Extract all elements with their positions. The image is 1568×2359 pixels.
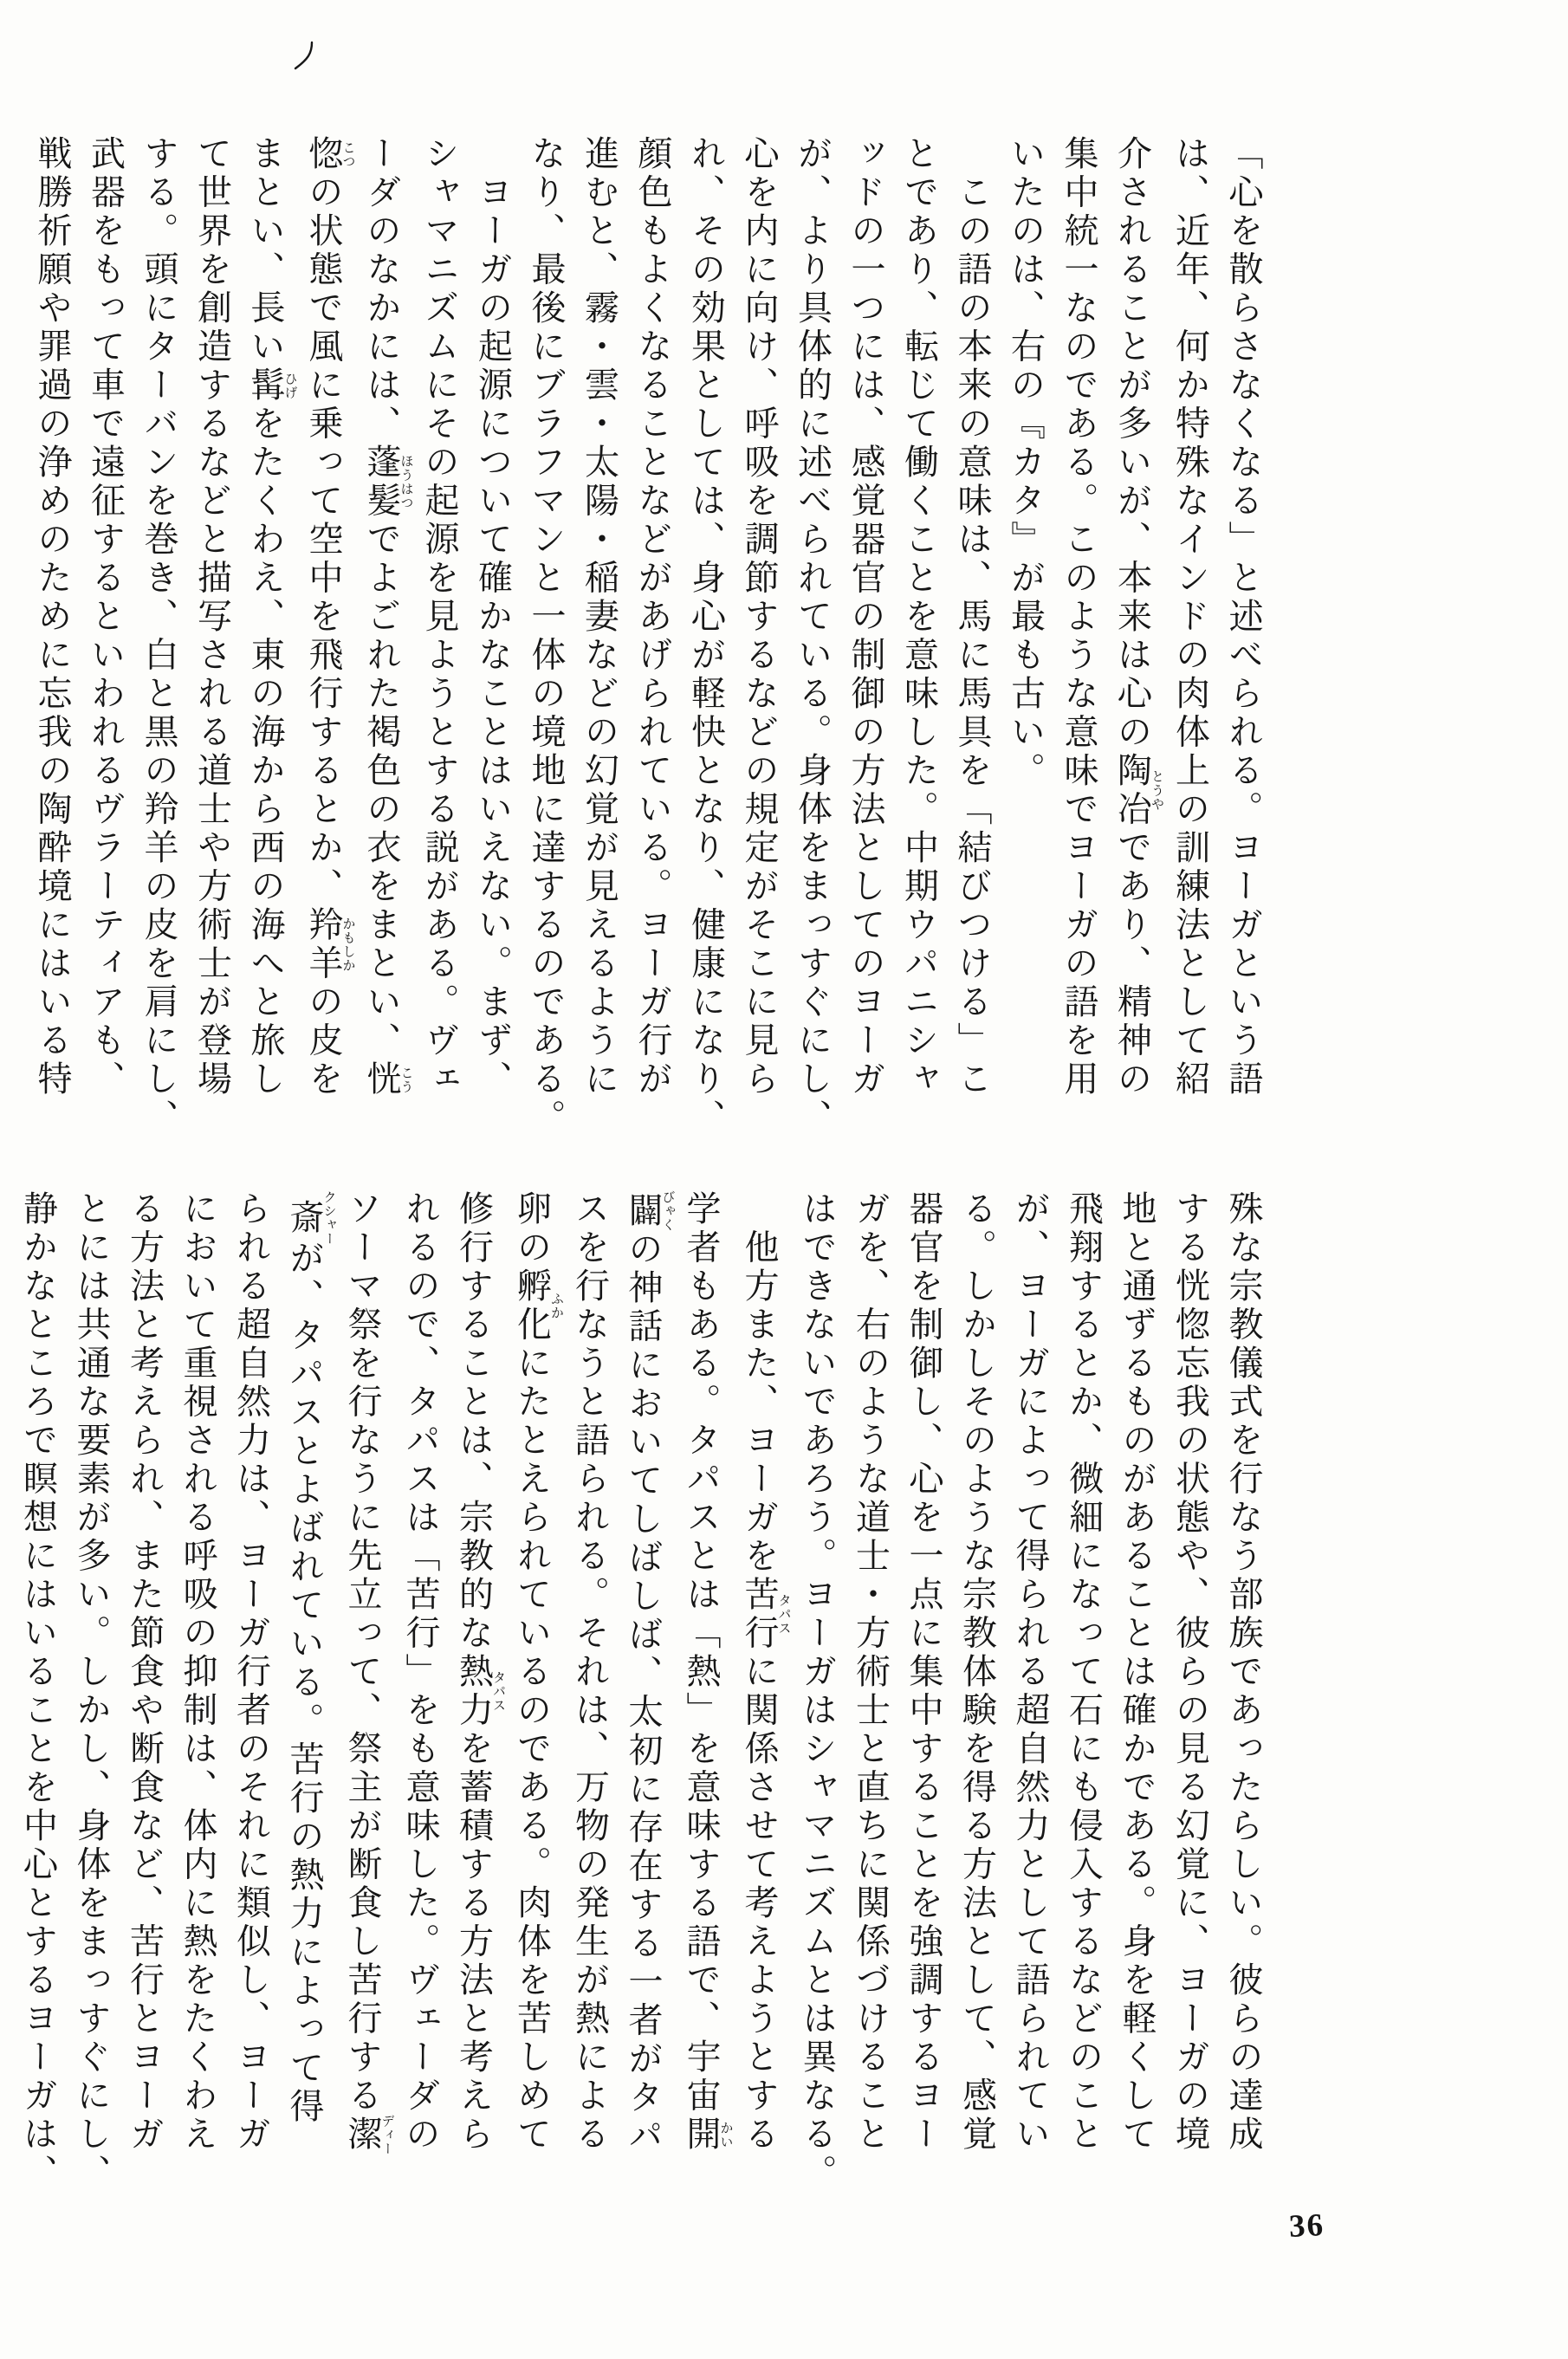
- text-column: において重視される呼吸の抑制は、体内に熱をたくわえ: [178, 1190, 217, 2155]
- text-column: 戦勝祈願や罪過の浄めのために忘我の陶酔境にはいる特: [33, 135, 72, 1099]
- ruby-annotated-word: 孵化ふか: [512, 1267, 563, 1345]
- page-number: 36: [1287, 2207, 1326, 2246]
- text-column: 斎クシャーが、タパスとよばれている。苦行の熱力によって得: [285, 1190, 336, 2127]
- ruby-annotated-word: 髯ひげ: [246, 366, 297, 405]
- text-column: ソーマ祭を行なうに先立って、祭主が断食し苦行する潔ディー: [343, 1190, 394, 2156]
- text-column: ッドの一つには、感覚器官の制御の方法としてのヨーガ: [846, 135, 885, 1099]
- text-column: ーダのなかには、蓬髪ほうはつでよごれた褐色の衣をまとい、恍こう: [362, 135, 413, 1099]
- text-column: 「心を散らさなくなる」と述べられる。ヨーガという語: [1224, 135, 1263, 1099]
- text-column: 卵の孵化ふかにたとえられているのである。肉体を苦しめて: [512, 1190, 563, 2155]
- text-column: はできないであろう。ヨーガはシャマニズムとは異なる。: [798, 1190, 837, 2193]
- text-column: 他方また、ヨーガを苦行タパスに関係させて考えようとする: [740, 1190, 791, 2155]
- text-column: られる超自然力は、ヨーガ行者のそれに類似し、ヨーガ: [231, 1190, 271, 2155]
- text-column: ヨーガの起源について確かなことはいえない。まず、: [473, 135, 513, 1099]
- text-column: 器官を制御し、心を一点に集中することを強調するヨー: [904, 1190, 943, 2155]
- top-text-block: [33, 135, 1270, 1162]
- pen-mark-icon: [291, 40, 317, 77]
- text-column: る。しかしそのような宗教体験を得る方法として、感覚: [957, 1190, 997, 2155]
- text-column: 地と通ずるものがあることは確かである。身を軽くして: [1118, 1190, 1157, 2155]
- text-column: する恍惚忘我の状態や、彼らの見る幻覚に、ヨーガの境: [1170, 1190, 1210, 2155]
- text-column: 進むと、霧・雲・太陽・稲妻などの幻覚が見えるように: [580, 135, 619, 1099]
- text-column: 心を内に向け、呼吸を調節するなどの規定がそこに見ら: [740, 135, 779, 1099]
- ruby-annotated-word: 斎クシャー: [285, 1190, 336, 1246]
- text-column: れるので、タパスは「苦行」をも意味した。ヴェーダの: [401, 1190, 440, 2155]
- text-column: 介されることが多いが、本来は心の陶冶とうやであり、精神の: [1112, 135, 1163, 1099]
- ruby-annotated-word: 陶冶とうや: [1112, 752, 1163, 829]
- text-column: 顔色もよくなることなどがあげられている。ヨーガ行が: [633, 135, 672, 1099]
- text-column: 静かなところで瞑想にはいることを中心とするヨーガは、: [18, 1190, 58, 2193]
- text-column: 修行することは、宗教的な熱力タパスを蓄積する方法と考えら: [454, 1190, 505, 2155]
- ruby-annotated-word: 羚羊かもしか: [304, 906, 355, 983]
- text-column: は、近年、何か特殊なインドの肉体上の訓練法として紹: [1170, 135, 1210, 1099]
- text-column: シャマニズムにその起源を見ようとする説がある。ヴェ: [420, 135, 459, 1099]
- text-column: れ、その効果としては、身心が軽快となり、健康になり、: [686, 135, 726, 1137]
- text-column: スを行なうと語られる。それは、万物の発生が熱による: [570, 1190, 610, 2155]
- text-column: とには共通な要素が多い。しかし、身体をまっすぐにし、: [72, 1190, 111, 2193]
- text-column: する。頭にターバンを巻き、白と黒の羚羊の皮を肩にし、: [139, 135, 178, 1137]
- text-column: 惚こつの状態で風に乗って空中を飛行するとか、羚羊かもしかの皮を: [304, 135, 355, 1099]
- text-column: 集中統一なのである。このような意味でヨーガの語を用: [1059, 135, 1098, 1099]
- text-column: なり、最後にブラフマンと一体の境地に達するのである。: [527, 135, 566, 1137]
- text-column: この語の本来の意味は、馬に馬具を「結びつける」こ: [953, 135, 992, 1099]
- text-column: とであり、転じて働くことを意味した。中期ウパニシャ: [899, 135, 939, 1099]
- text-column: いたのは、右の『カタ』が最も古い。: [1006, 135, 1046, 791]
- text-column: 闢びゃくの神話においてしばしば、太初に存在する一者がタパ: [624, 1190, 675, 2156]
- text-column: が、ヨーガによって得られる超自然力として語られてい: [1011, 1190, 1050, 2155]
- bottom-text-block: [18, 1190, 1270, 2200]
- ruby-annotated-word: 闢びゃく: [624, 1190, 675, 1232]
- text-column: が、より具体的に述べられている。身体をまっすぐにし、: [793, 135, 833, 1137]
- ruby-annotated-word: 惚こつ: [304, 135, 355, 174]
- text-column: て世界を創造するなどと描写される道士や方術士が登場: [192, 135, 232, 1099]
- text-column: まとい、長い髯ひげをたくわえ、東の海から西の海へと旅し: [246, 135, 297, 1099]
- ruby-annotated-word: 開かい: [682, 2116, 733, 2155]
- text-column: 殊な宗教儀式を行なう部族であったらしい。彼らの達成: [1224, 1190, 1263, 2155]
- text-column: ガを、右のような道士・方術士と直ちに関係づけること: [851, 1190, 891, 2155]
- ruby-annotated-word: 恍こう: [362, 1060, 413, 1099]
- ruby-annotated-word: 蓬髪ほうはつ: [362, 444, 413, 521]
- ruby-annotated-word: 潔ディー: [343, 2114, 394, 2156]
- text-column: 飛翔するとか、微細になって石にも侵入するなどのこと: [1064, 1190, 1104, 2155]
- text-column: 武器をもって車で遠征するといわれるヴラーティアも、: [86, 135, 126, 1099]
- text-column: 学者もある。タパスとは「熱」を意味する語で、宇宙開かい: [682, 1190, 733, 2155]
- ruby-annotated-word: 熱力タパス: [454, 1653, 505, 1730]
- text-column: る方法と考えられ、また節食や断食など、苦行とヨーガ: [125, 1190, 165, 2155]
- ruby-annotated-word: 苦行タパス: [740, 1576, 791, 1653]
